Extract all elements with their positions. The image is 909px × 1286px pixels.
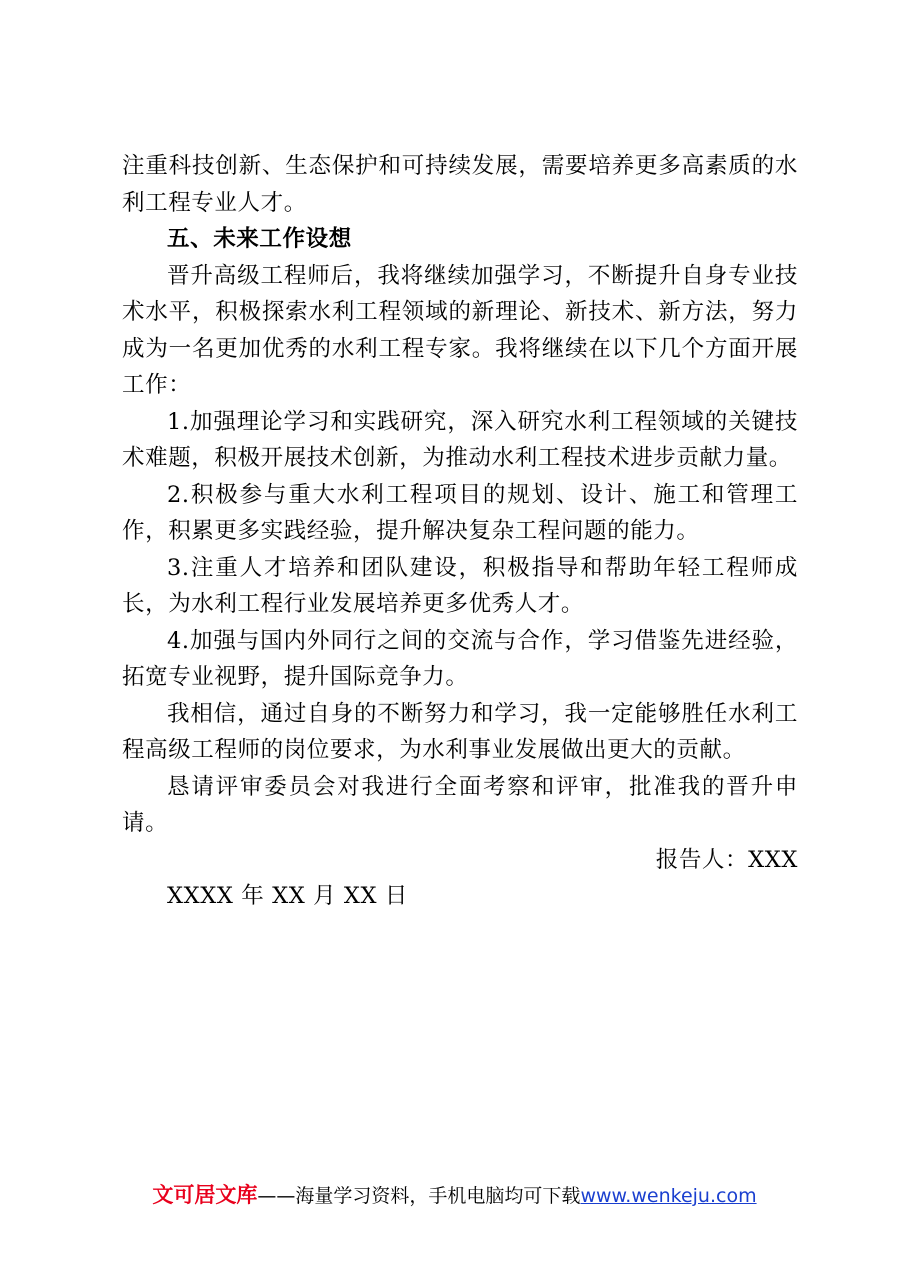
- paragraph-item-3: 3.注重人才培养和团队建设，积极指导和帮助年轻工程师成长，为水利工程行业发展培养更多优秀人才。: [122, 554, 798, 617]
- paragraph-intro: 晋升高级工程师后，我将继续加强学习，不断提升自身专业技术水平，积极探索水利工程领域的新理论、新技术、新方法，努力成为一名更加优秀的水利工程专家。我将继续在以下几个方面开展工作：: [122, 262, 798, 398]
- document-body: [122, 148, 798, 915]
- paragraph-continuation: 注重科技创新、生态保护和可持续发展，需要培养更多高素质的水利工程专业人才。: [122, 153, 798, 216]
- paragraph-request: 恳请评审委员会对我进行全面考察和评审，批准我的晋升申请。: [122, 773, 798, 836]
- footer-slogan: ——海量学习资料，手机电脑均可下载: [257, 1185, 581, 1207]
- footer-banner: [0, 1180, 909, 1211]
- report-date: XXXX 年 XX 月 XX 日: [167, 883, 409, 909]
- footer-site-link[interactable]: www.wenkeju.com: [580, 1185, 757, 1207]
- footer-brand: 文可居文库: [152, 1183, 258, 1207]
- paragraph-item-2: 2.积极参与重大水利工程项目的规划、设计、施工和管理工作，积累更多实践经验，提升解决复杂工程问题的能力。: [122, 481, 798, 544]
- section-heading-future-plans: 五、未来工作设想: [167, 226, 352, 252]
- paragraph-item-4: 4.加强与国内外同行之间的交流与合作，学习借鉴先进经验，拓宽专业视野，提升国际竞争力。: [122, 627, 798, 690]
- paragraph-item-1: 1.加强理论学习和实践研究，深入研究水利工程领域的关键技术难题，积极开展技术创新，为推动水利工程技术进步贡献力量。: [122, 408, 798, 471]
- reporter-signature: 报告人：XXX: [655, 846, 798, 873]
- paragraph-belief: 我相信，通过自身的不断努力和学习，我一定能够胜任水利工程高级工程师的岗位要求，为水利事业发展做出更大的贡献。: [122, 700, 798, 763]
